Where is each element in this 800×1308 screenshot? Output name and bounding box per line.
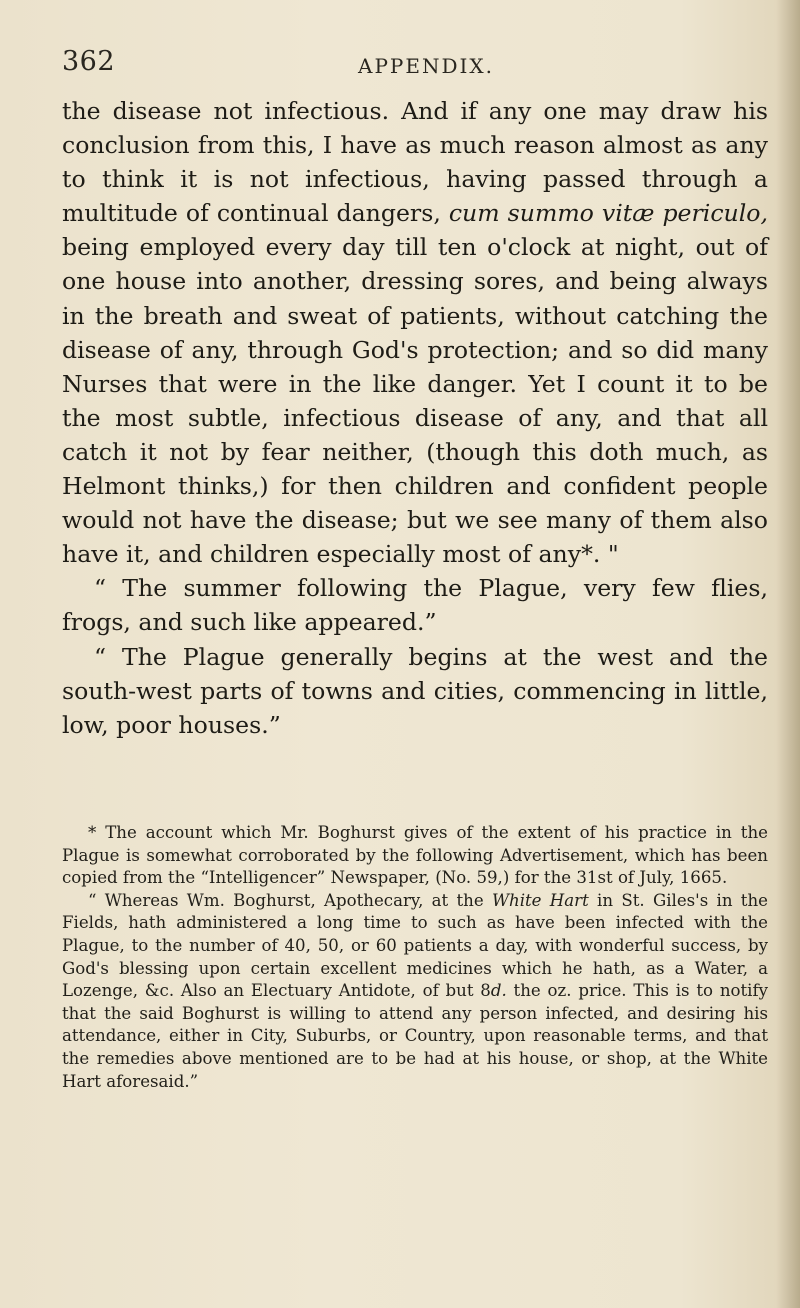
page-number: 362 [62,46,116,77]
page-header [62,46,742,90]
footnote-paragraph-2 [62,890,768,1093]
paragraph-1 [62,94,768,571]
footnote-text-c: the oz. price. This is to notify that the said Boghurst is willing to attend any person infected, and desiring his attendance, either in City, Suburbs, or Country, upon reasonable terms, and that the remedies above mentioned are to be had at his house, or shop, at the White Hart aforesaid.” [62,981,768,1091]
paragraph-3: “ The Plague generally begins at the west and the south-west parts of towns and cities, commencing in little, low, poor houses.” [62,642,768,739]
paragraph-2: “ The summer following the Plague, very few flies, frogs, and such like appeared.” [62,574,768,637]
running-head: APPENDIX. [358,54,494,78]
footnote-text-b: in St. Giles's in the Fields, hath administered a long time to such as have been infected with the Plague, to the number of 40, 50, or 60 patients a day, with wonderful success, by God's blessing upon certain excellent medicines which he hath, as a Water, a Lozenge, &c. Also an Electuary Antidote, of but 8 [62,890,768,1001]
main-text [62,94,768,742]
footnote-text-a: “ Whereas Wm. Boghurst, Apothecary, at the [88,890,492,910]
paragraph-1-text-b: being employed every day till ten o'clock at night, out of one house into another, dressing sores, and being always in the breath and sweat of patients, without catching the disease of any, through God's protection; and so did many Nurses that were in the like danger. Yet I count it to be the most subtle, infectious disease of any, and that all catch it not by fear neither, (though this doth much, as Helmont thinks,) for then children and confident people would not have the disease; but we see many of them also have it, and children especially most of any*. " [62,233,768,569]
latin-phrase: cum summo vitæ periculo, [448,199,769,228]
footnote-italic-pence: d. [490,981,507,1001]
footnote-italic-white-hart: White Hart [491,890,589,910]
footnote-paragraph-1: * The account which Mr. Boghurst gives of the extent of his practice in the Plague is somewhat corroborated by the following Advertisement, which has been copied from the “Intelligencer” Newspaper, (No. 59,) for the 31st of July, 1665. [62,823,768,888]
paragraph-1-text-a: the disease not infectious. And if any one may draw his conclusion from this, I have as much reason almost as any to think it is not infectious, having passed through a multitude of continual dangers, [62,97,768,228]
footnote [62,822,768,1093]
